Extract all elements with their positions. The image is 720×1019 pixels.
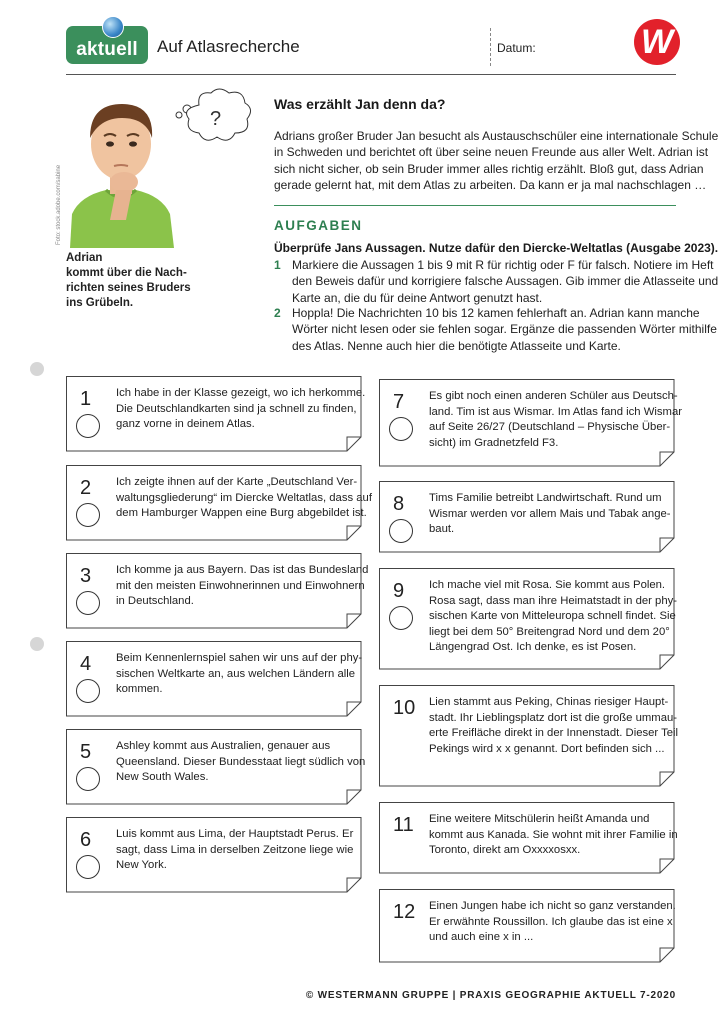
card-number: 1 [80, 388, 92, 410]
boy-photo [66, 92, 176, 248]
card-line: stadt. Ihr Lieblingsplatz dort ist die große ummau- [429, 711, 678, 724]
card-line: erte Freifläche direkt in der Innenstadt. Dieser Teil [429, 727, 679, 740]
card-text [116, 827, 353, 874]
card-line: Ich habe in der Klasse gezeigt, wo ich herkomme. [116, 387, 366, 399]
message-card [379, 481, 675, 553]
photo-credit: Foto: stock.adobe.com/sabine [56, 164, 62, 245]
punch-hole [30, 362, 44, 376]
card-line: sicht) im Gradnetzfeld F3. [429, 436, 559, 449]
card-text [116, 386, 365, 433]
card-line: und auch eine x in ... [429, 931, 534, 944]
message-card [379, 889, 675, 963]
card-number: 11 [393, 814, 414, 836]
task-line: Markiere die Aussagen 1 bis 9 mit R für richtig oder F für falsch. Notiere im Heft [292, 258, 714, 272]
message-card [379, 568, 678, 670]
card-line: Ich mache viel mit Rosa. Sie kommt aus Polen. [429, 579, 666, 591]
card-line: Pekings wird x x genannt. Dort befinden sich ... [429, 742, 665, 755]
card-line: Ich komme ja aus Bayern. Das ist das Bundesland [116, 564, 369, 576]
card-text [116, 651, 362, 698]
message-card [379, 379, 682, 467]
answer-circle[interactable] [389, 519, 413, 543]
message-card [379, 802, 678, 874]
card-line: in Deutschland. [116, 595, 194, 608]
globe-icon [102, 16, 124, 38]
intro-title: Was erzählt Jan denn da? [274, 96, 446, 112]
card-line: Ich zeigte ihnen auf der Karte „Deutschland Ver- [116, 476, 358, 488]
card-text [116, 563, 368, 610]
card-number: 5 [80, 741, 92, 763]
task-line: Karte an, die du für deine Antwort genutzt hast. [292, 290, 543, 305]
card-line: sischen Weltkarte an, aus welchen Ländern alle [116, 667, 356, 680]
task-line: Wörter nicht lesen oder sie fehlen sogar. Ergänze die passenden Wörter mithilfe [292, 322, 717, 337]
paragraph-line: gerade gelernt hat, mit dem Atlas zu arbeiten. Da kann er ja mal nachschlagen … [274, 177, 707, 192]
card-text [429, 899, 676, 946]
card-line: Luis kommt aus Lima, der Hauptstadt Perus. Er [116, 828, 354, 840]
card-line: Längengrad Ost. Ich denke, es ist Posen. [429, 641, 637, 654]
card-line: Lien stammt aus Peking, Chinas riesiger Haupt- [429, 696, 669, 708]
card-text [429, 389, 682, 451]
answer-circle[interactable] [389, 606, 413, 630]
punch-hole [30, 637, 44, 651]
card-text [429, 491, 671, 538]
card-line: New York. [116, 859, 167, 872]
message-card [379, 685, 679, 787]
card-line: mit den meisten Einwohnerinnen und Einwohnern [116, 579, 365, 592]
task-line: Hoppla! Die Nachrichten 10 bis 12 kamen fehlerhaft an. Adrian kann manche [292, 306, 700, 320]
header-divider [66, 74, 676, 75]
card-number: 4 [80, 653, 92, 675]
card-line: dem Hamburger Wappen eine Burg abgebildet ist. [116, 507, 367, 520]
intro-paragraph [274, 128, 719, 193]
card-number: 10 [393, 697, 416, 719]
card-text [429, 695, 678, 757]
card-number: 12 [393, 901, 416, 923]
date-label: Datum: [497, 41, 536, 55]
card-number: 8 [393, 493, 405, 515]
card-line: kommen. [116, 683, 163, 696]
task-item [274, 257, 719, 306]
card-line: baut. [429, 523, 455, 536]
message-card [66, 465, 372, 541]
card-number: 7 [393, 391, 405, 413]
card-line: Queensland. Dieser Bundesstaat liegt südlich von [116, 755, 366, 768]
card-line: New South Wales. [116, 771, 209, 784]
question-mark: ? [210, 108, 222, 130]
task-line: den Beweis dafür und korrigiere falsche Aussagen. Gib immer die Atlasseite und [292, 274, 719, 289]
answer-circle[interactable] [76, 591, 100, 615]
answer-circle[interactable] [76, 414, 100, 438]
answer-circle[interactable] [76, 767, 100, 791]
caption-line: richten seines Bruders [66, 282, 191, 294]
card-line: sischen Karte von Mitteleuropa schnell findet. Sie [429, 610, 676, 623]
task-item [274, 305, 717, 354]
card-text [116, 475, 372, 522]
photo-caption [66, 251, 191, 311]
card-number: 9 [393, 580, 405, 602]
card-line: Toronto, direkt am Oxxxxosxx. [429, 844, 581, 857]
answer-circle[interactable] [76, 503, 100, 527]
footer-text: © WESTERMANN GRUPPE | PRAXIS GEOGRAPHIE AKTUELL 7-2020 [305, 990, 676, 1001]
logo-text: aktuell [76, 39, 138, 60]
card-line: kommt aus Kanada. Sie wohnt mit ihrer Familie in [429, 828, 678, 841]
task-line: des Atlas. Nenne auch hier die benötigte Atlasseite und Karte. [292, 338, 621, 353]
card-line: Er erwähnte Roussillon. Ich glaube das ist eine x [429, 915, 673, 928]
thought-bubble [175, 87, 255, 151]
task-number: 1 [274, 258, 281, 272]
card-line: Eine weitere Mitschülerin heißt Amanda und [429, 813, 650, 825]
section-divider [274, 205, 676, 206]
card-line: Es gibt noch einen anderen Schüler aus Deutsch- [429, 390, 678, 402]
card-line: Ashley kommt aus Australien, genauer aus [116, 740, 331, 752]
date-divider [490, 28, 491, 66]
paragraph-line: in Schweden und berichtet oft über seine neuen Freunde aus aller Welt. Adrian ist [274, 145, 709, 160]
card-line: Rosa sagt, dass man ihre Heimatstadt in der phy- [429, 594, 678, 607]
card-number: 2 [80, 477, 92, 499]
card-line: ganz vorne in deinem Atlas. [116, 418, 255, 431]
card-line: auf Seite 26/27 (Deutschland – Physische Über- [429, 421, 671, 434]
card-line: Tims Familie betreibt Landwirtschaft. Rund um [429, 492, 662, 504]
message-card [66, 376, 366, 452]
card-text [429, 578, 677, 656]
westermann-logo: W [634, 19, 680, 65]
card-line: Wismar werden vor allem Mais und Tabak ange- [429, 507, 671, 520]
caption-line: Adrian [66, 252, 103, 264]
card-line: Einen Jungen habe ich nicht so ganz verstanden. [429, 900, 676, 912]
answer-circle[interactable] [76, 855, 100, 879]
caption-line: kommt über die Nach- [66, 267, 187, 279]
task-number: 2 [274, 306, 281, 320]
message-card [66, 817, 362, 893]
card-line: land. Tim ist aus Wismar. Im Atlas fand ich Wismar [429, 405, 682, 418]
card-line: waltungsgliederung“ im Diercke Weltatlas, dass auf [116, 491, 372, 504]
paragraph-line: Adrians großer Bruder Jan besucht als Austauschschüler eine internationale Schule [274, 129, 719, 143]
card-line: sagt, dass Lima in derselben Zeitzone liege wie [116, 843, 354, 856]
message-card [66, 641, 362, 717]
page-title: Auf Atlasrecherche [157, 37, 300, 56]
message-card [66, 729, 366, 805]
tasks-intro: Überprüfe Jans Aussagen. Nutze dafür den Diercke-Weltatlas (Ausgabe 2023). [274, 241, 719, 255]
card-text [116, 739, 365, 786]
answer-circle[interactable] [76, 679, 100, 703]
tasks-heading: AUFGABEN [274, 218, 363, 233]
message-card [66, 553, 369, 629]
card-line: Beim Kennenlernspiel sahen wir uns auf der phy- [116, 652, 363, 664]
paragraph-line: sich nicht sicher, ob sein Bruder immer alles richtig erzählt. Bloß gut, dass Adrian [274, 161, 704, 176]
answer-circle[interactable] [389, 417, 413, 441]
card-line: liegt bei dem 50° Breitengrad Nord und dem 20° [429, 625, 670, 638]
card-number: 3 [80, 565, 92, 587]
caption-line: ins Grübeln. [66, 297, 134, 309]
card-number: 6 [80, 829, 92, 851]
card-line: Die Deutschlandkarten sind ja schnell zu finden, [116, 402, 357, 415]
card-text [429, 812, 678, 859]
